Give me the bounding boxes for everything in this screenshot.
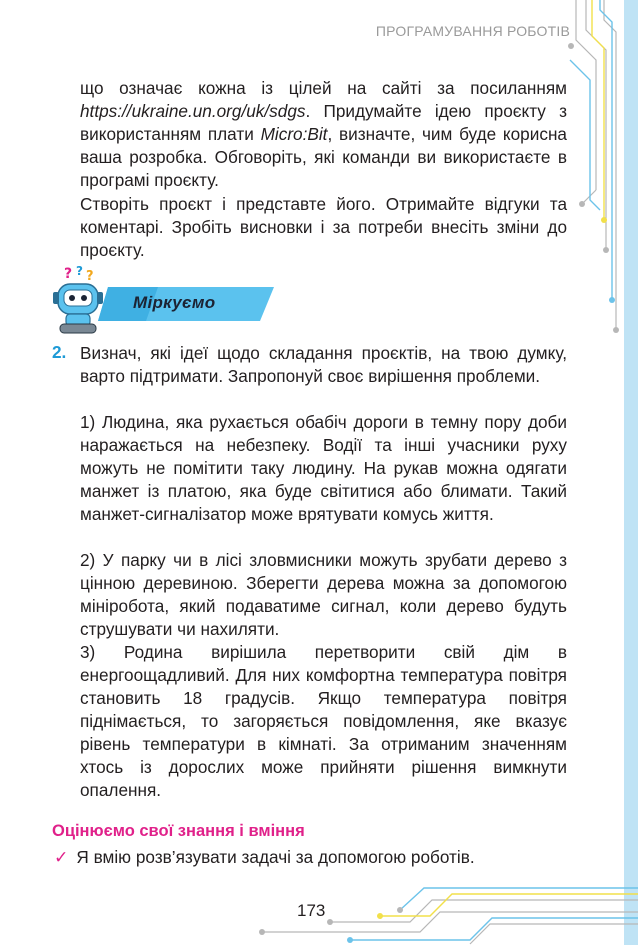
task-item-2: 2) У парку чи в лісі зловмисники можуть зрубати дерево з цінною деревиною. Зберегти дерева можна за допомогою мініробота, який подаватиме сигнал, коли дерево будуть струшувати чи нахиляти.: [80, 550, 567, 639]
page-number: 173: [297, 901, 326, 920]
board-name: Micro:Bit: [260, 124, 328, 144]
intro-paragraph: [80, 77, 567, 192]
assessment-title: Оцінюємо свої знання і вміння: [52, 822, 305, 840]
task-intro: Визнач, які ідеї щодо складання проєктів, на твою думку, варто підтримати. Запропонуй своє вирішення проблеми.: [80, 343, 567, 386]
mirkuyemo-label: Міркуємо: [133, 293, 216, 312]
task-number: 2.: [52, 342, 67, 362]
assessment-statement: Я вмію розв’язувати задачі за допомогою роботів.: [76, 847, 475, 867]
svg-text:?: ?: [64, 266, 73, 282]
page-header: ПРОГРАМУВАННЯ РОБОТІВ: [375, 23, 570, 39]
intro-text-c: , визначте, чим буде корисна ваша розробка. Обговоріть, які команди ви використаєте в програмі проєкту.: [80, 124, 567, 190]
svg-text:?: ?: [86, 269, 94, 284]
checkmark-icon: ✓: [54, 847, 69, 867]
intro-text-b: . Придумайте ідею проєкту з використанням плати: [80, 101, 567, 144]
intro-paragraph-2: Створіть проєкт і представте його. Отримайте відгуки та коментарі. Зробіть висновки і за потреби внесіть зміни до проєкту.: [80, 194, 567, 260]
task-item-3: 3) Родина вирішила перетворити свій дім в енергоощадливий. Для них комфортна температура повітря становить 18 градусів. Якщо температура повітря піднімається, то загоряється повідомлення, яке вказує рівень температури в кімнаті. За отриманим значенням хтось із дорослих може прийняти рішення вимкнути опалення.: [80, 642, 567, 800]
intro-text-a: що означає кожна із цілей на сайті за посиланням: [80, 78, 567, 98]
assessment-statement-row: [54, 847, 475, 868]
task-item-1: 1) Людина, яка рухається обабіч дороги в темну пору доби наражається на небезпеку. Водії та інші учасники руху можуть не помітити таку людину. На рукав можна одягати манжет із платою, яка буде світитися або блимати. Такий манжет-сигналізатор може врятувати комусь життя.: [80, 412, 567, 524]
sdgs-link[interactable]: https://ukraine.un.org/uk/sdgs: [80, 101, 306, 121]
svg-text:?: ?: [76, 264, 83, 278]
